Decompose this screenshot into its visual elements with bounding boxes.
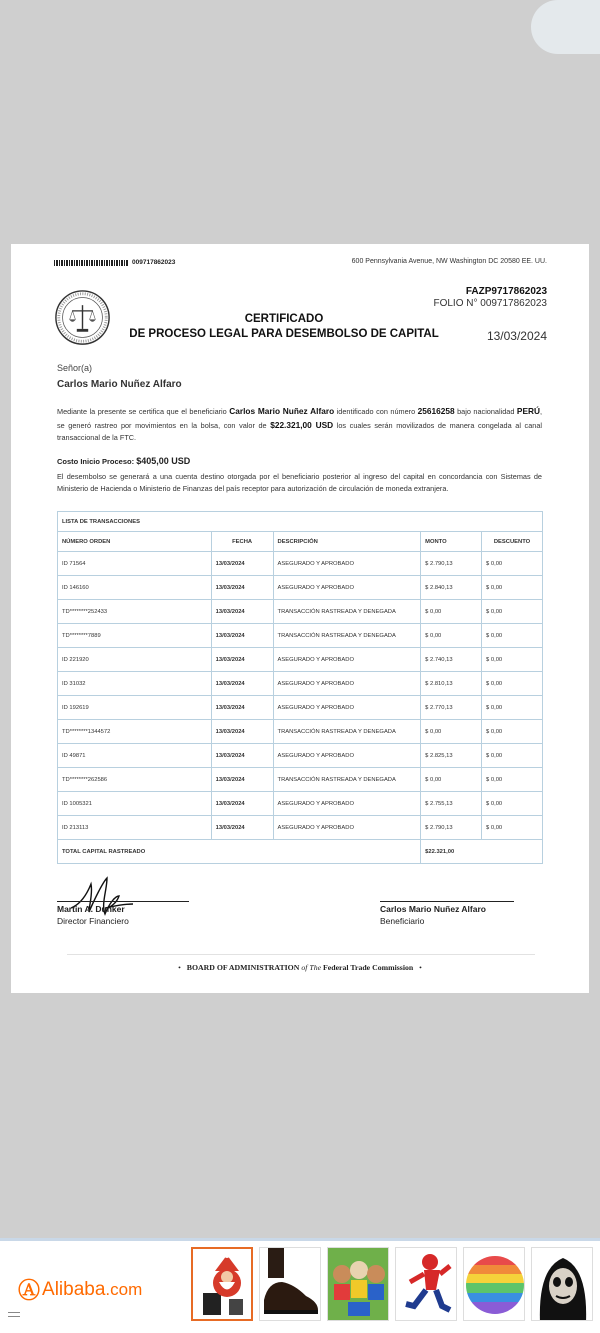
table-header-row: [58, 532, 543, 552]
alibaba-brand: Alibaba: [42, 1278, 106, 1300]
dress-shoe-icon: [260, 1248, 321, 1321]
table-row: [58, 624, 543, 648]
folio-number: FOLIO N° 009717862023: [433, 298, 547, 309]
cell-order-number: ID 146160: [58, 576, 212, 600]
table-row: [58, 792, 543, 816]
table-row: [58, 768, 543, 792]
process-cost: [57, 456, 190, 466]
cell-order-number: ID 221920: [58, 648, 212, 672]
cell-description: ASEGURADO Y APROBADO: [273, 672, 421, 696]
cell-description: ASEGURADO Y APROBADO: [273, 648, 421, 672]
cell-order-number: ID 213113: [58, 816, 212, 840]
table-row: [58, 672, 543, 696]
cell-date: 13/03/2024: [211, 744, 273, 768]
floating-corner-button[interactable]: [531, 0, 600, 54]
header-discount: DESCUENTO: [482, 532, 543, 552]
p1-text-5: los cuales serán movilizados de manera congelada al canal transaccional de la FTC.: [57, 420, 542, 442]
paw-patrol-toys-icon: [328, 1248, 389, 1321]
p1-id-number: 25616258: [417, 406, 455, 416]
doll-mask-icon: [532, 1248, 593, 1321]
cell-description: ASEGURADO Y APROBADO: [273, 744, 421, 768]
table-row: [58, 576, 543, 600]
barcode-graphic: [54, 260, 128, 266]
cell-order-number: TD********7889: [58, 624, 212, 648]
product-paw-patrol-toys[interactable]: [327, 1247, 389, 1321]
p1-text-4: , se generó rastreo por movimientos en la bolsa, con valor de: [57, 407, 543, 430]
cell-date: 13/03/2024: [211, 576, 273, 600]
cell-discount: $ 0,00: [482, 672, 543, 696]
cell-discount: $ 0,00: [482, 768, 543, 792]
barcode-number: 009717862023: [132, 259, 176, 266]
certificate-document: [11, 244, 589, 993]
cell-order-number: ID 71564: [58, 552, 212, 576]
cell-description: ASEGURADO Y APROBADO: [273, 792, 421, 816]
cell-order-number: TD********1344572: [58, 720, 212, 744]
greeting: Señor(a): [57, 363, 93, 373]
footer-of: of: [299, 963, 310, 972]
cell-date: 13/03/2024: [211, 720, 273, 744]
cell-amount: $ 2.810,13: [421, 672, 482, 696]
director-name: Martin A. Dunker: [57, 904, 125, 914]
p1-nationality: PERÚ: [516, 406, 540, 416]
cell-date: 13/03/2024: [211, 600, 273, 624]
alibaba-mark-icon: Ⓐ: [18, 1278, 41, 1303]
signature-line-right: [380, 901, 514, 902]
header-amount: MONTO: [421, 532, 482, 552]
recipient-name: Carlos Mario Nuñez Alfaro: [57, 379, 182, 390]
footer-divider: [67, 954, 535, 955]
cell-amount: $ 2.770,13: [421, 696, 482, 720]
barcode-header: [54, 259, 175, 266]
cell-discount: $ 0,00: [482, 552, 543, 576]
table-row: [58, 720, 543, 744]
footer-ftc: Federal Trade Commission: [321, 963, 414, 972]
transactions-table: [57, 511, 543, 864]
cell-date: 13/03/2024: [211, 624, 273, 648]
cell-discount: $ 0,00: [482, 696, 543, 720]
p1-text-2: identificado con número: [334, 407, 418, 416]
cell-discount: $ 0,00: [482, 576, 543, 600]
reference-code: FAZP9717862023: [465, 286, 547, 297]
cell-description: ASEGURADO Y APROBADO: [273, 696, 421, 720]
cell-amount: $ 2.755,13: [421, 792, 482, 816]
santa-figure-icon: [193, 1249, 253, 1321]
rainbow-pop-it-icon: [464, 1248, 525, 1321]
cell-discount: $ 0,00: [482, 744, 543, 768]
cell-discount: $ 0,00: [482, 648, 543, 672]
product-santa-figure[interactable]: [191, 1247, 253, 1321]
table-row: [58, 744, 543, 768]
cell-description: ASEGURADO Y APROBADO: [273, 816, 421, 840]
certificate-title: [129, 312, 439, 342]
cell-description: TRANSACCIÓN RASTREADA Y DENEGADA: [273, 600, 421, 624]
cell-amount: $ 0,00: [421, 624, 482, 648]
cell-date: 13/03/2024: [211, 552, 273, 576]
cell-order-number: TD********252433: [58, 600, 212, 624]
total-value: $22.321,00: [421, 840, 543, 864]
table-caption: LISTA DE TRANSACCIONES: [58, 512, 543, 532]
product-dress-shoe[interactable]: [259, 1247, 321, 1321]
product-doll-mask[interactable]: [531, 1247, 593, 1321]
header-order-number: NÚMERO ORDEN: [58, 532, 212, 552]
cell-amount: $ 0,00: [421, 600, 482, 624]
cell-date: 13/03/2024: [211, 672, 273, 696]
header-description: DESCRIPCIÓN: [273, 532, 421, 552]
title-line-1: CERTIFICADO: [244, 313, 324, 325]
cell-discount: $ 0,00: [482, 792, 543, 816]
signature-line-left: [57, 901, 189, 902]
cell-amount: $ 0,00: [421, 720, 482, 744]
cell-order-number: ID 49871: [58, 744, 212, 768]
cell-description: TRANSACCIÓN RASTREADA Y DENEGADA: [273, 768, 421, 792]
cell-date: 13/03/2024: [211, 648, 273, 672]
menu-icon[interactable]: [8, 1312, 20, 1320]
director-role: Director Financiero: [57, 916, 129, 926]
cell-date: 13/03/2024: [211, 816, 273, 840]
product-rainbow-pop-it[interactable]: [463, 1247, 525, 1321]
alibaba-domain: .com: [105, 1279, 143, 1299]
p1-text-3: bajo nacionalidad: [454, 407, 517, 416]
document-footer: [11, 963, 589, 972]
table-row: [58, 816, 543, 840]
table-row: [58, 696, 543, 720]
cost-label: Costo Inicio Proceso:: [57, 457, 137, 466]
p1-text-1: Mediante la presente se certifica que el beneficiario: [57, 407, 230, 416]
cell-order-number: ID 31032: [58, 672, 212, 696]
cell-discount: $ 0,00: [482, 624, 543, 648]
ftc-address: 600 Pennsylvania Avenue, NW Washington DC 20580 EE. UU.: [351, 258, 547, 265]
header-date: FECHA: [211, 532, 273, 552]
cell-order-number: ID 192619: [58, 696, 212, 720]
certification-paragraph: [57, 405, 542, 445]
product-spiderman-figure[interactable]: [395, 1247, 457, 1321]
cell-amount: $ 2.790,13: [421, 816, 482, 840]
cell-discount: $ 0,00: [482, 816, 543, 840]
cell-date: 13/03/2024: [211, 792, 273, 816]
table-row: [58, 600, 543, 624]
alibaba-logo[interactable]: [18, 1274, 142, 1305]
cell-amount: $ 2.740,13: [421, 648, 482, 672]
cell-description: TRANSACCIÓN RASTREADA Y DENEGADA: [273, 624, 421, 648]
cell-date: 13/03/2024: [211, 696, 273, 720]
cost-value: $405,00 USD: [136, 456, 191, 466]
cell-description: ASEGURADO Y APROBADO: [273, 552, 421, 576]
table-total-row: [58, 840, 543, 864]
cell-amount: $ 2.790,13: [421, 552, 482, 576]
alibaba-ad-banner[interactable]: [0, 1238, 600, 1333]
ftc-seal-icon: [54, 289, 111, 346]
footer-bullet-left: •: [178, 963, 181, 972]
cell-discount: $ 0,00: [482, 720, 543, 744]
beneficiary-name: Carlos Mario Nuñez Alfaro: [380, 904, 486, 914]
title-line-2: DE PROCESO LEGAL PARA DESEMBOLSO DE CAPITAL: [129, 328, 439, 340]
cell-order-number: ID 1005321: [58, 792, 212, 816]
table-body: [58, 552, 543, 840]
p1-beneficiary: Carlos Mario Nuñez Alfaro: [229, 406, 335, 416]
beneficiary-role: Beneficiario: [380, 916, 425, 926]
p1-amount: $22.321,00 USD: [270, 419, 334, 430]
cell-date: 13/03/2024: [211, 768, 273, 792]
spiderman-figure-icon: [396, 1248, 457, 1321]
footer-board: BOARD OF ADMINISTRATION: [186, 963, 300, 972]
cell-amount: $ 0,00: [421, 768, 482, 792]
table-row: [58, 552, 543, 576]
cell-description: TRANSACCIÓN RASTREADA Y DENEGADA: [273, 720, 421, 744]
cell-description: ASEGURADO Y APROBADO: [273, 576, 421, 600]
issue-date: 13/03/2024: [486, 329, 547, 343]
footer-the: The: [309, 963, 322, 972]
cell-discount: $ 0,00: [482, 600, 543, 624]
footer-bullet-right: •: [419, 963, 422, 972]
cell-order-number: TD********262586: [58, 768, 212, 792]
total-label: TOTAL CAPITAL RASTREADO: [58, 840, 421, 864]
cell-amount: $ 2.840,13: [421, 576, 482, 600]
disbursement-paragraph: El desembolso se generará a una cuenta destino otorgada por el beneficiario posterior al ingreso del capital en concordancia con Sistemas de Ministerio de Hacienda o Ministerio de Finanzas del país receptor para autorización de circulación de moneda extranjera.: [57, 472, 542, 493]
cell-amount: $ 2.825,13: [421, 744, 482, 768]
table-row: [58, 648, 543, 672]
